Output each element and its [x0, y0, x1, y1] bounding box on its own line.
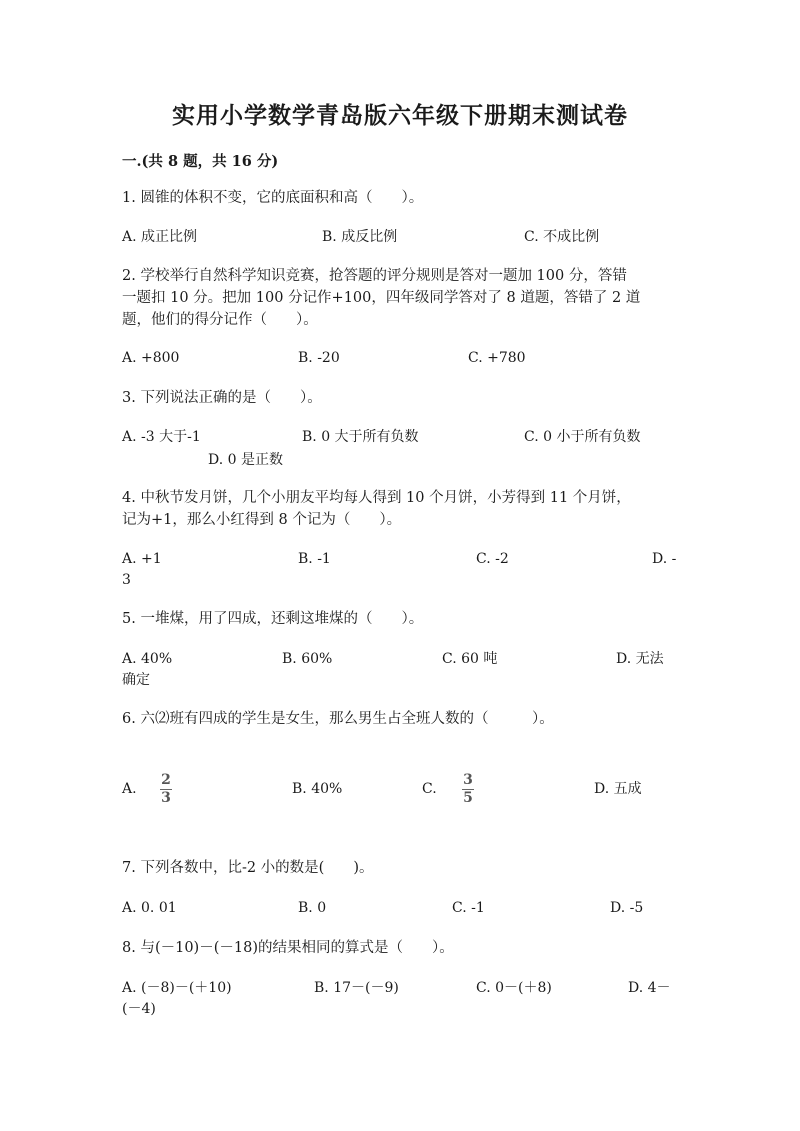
option-d: D. -5 [610, 900, 644, 916]
fraction-two-thirds [160, 773, 172, 806]
question-text: 1. 圆锥的体积不变，它的底面积和高（ ）。 [122, 190, 424, 206]
question-text: 题，他们的得分记作（ ）。 [122, 312, 318, 328]
numerator: 2 [161, 772, 171, 788]
option-b: B. 成反比例 [322, 229, 398, 245]
option-d-continued: 3 [122, 572, 131, 588]
option-b: B. 40% [292, 781, 343, 797]
question-7 [122, 857, 682, 879]
option-b: B. 0 大于所有负数 [302, 429, 419, 445]
option-c: C. -2 [476, 551, 509, 567]
question-text: 记为+1，那么小红得到 8 个记为（ ）。 [122, 512, 402, 528]
question-text: 7. 下列各数中，比-2 小的数是( )。 [122, 860, 374, 876]
question-1 [122, 187, 682, 209]
option-d: D. 4－ [628, 980, 671, 996]
numerator: 3 [463, 772, 473, 788]
option-c: C. [422, 781, 437, 797]
page-title: 实用小学数学青岛版六年级下册期末测试卷 [172, 102, 628, 129]
question-4 [122, 487, 682, 531]
question-text: 3. 下列说法正确的是（ ）。 [122, 390, 322, 406]
option-c: C. +780 [468, 350, 526, 366]
option-b: B. 0 [298, 900, 327, 916]
option-b: B. -20 [298, 350, 340, 366]
question-text: 一题扣 10 分。把加 100 分记作+100，四年级同学答对了 8 道题，答错了 2 道 [122, 290, 641, 306]
option-a: A. (－8)－(＋10) [122, 980, 232, 996]
option-d-continued: 确定 [122, 672, 150, 688]
option-d-continued: (－4) [122, 1001, 156, 1017]
question-text: 6. 六⑵班有四成的学生是女生，那么男生占全班人数的（ ）。 [122, 711, 554, 727]
option-a: A. +1 [122, 551, 162, 567]
option-a: A. 40% [122, 651, 173, 667]
option-a: A. +800 [122, 350, 180, 366]
question-5 [122, 608, 682, 630]
option-a: A. [122, 781, 137, 797]
option-d: D. 0 是正数 [208, 452, 283, 468]
question-text: 8. 与(－10)－(－18)的结果相同的算式是（ ）。 [122, 940, 454, 956]
fraction-three-fifths [462, 773, 474, 806]
denominator: 5 [463, 790, 473, 806]
question-8 [122, 937, 682, 959]
option-c: C. 0 小于所有负数 [524, 429, 641, 445]
question-text: 4. 中秋节发月饼，几个小朋友平均每人得到 10 个月饼，小芳得到 11 个月饼， [122, 490, 631, 506]
denominator: 3 [161, 790, 171, 806]
option-c: C. 60 吨 [442, 651, 498, 667]
option-c: C. 0－(＋8) [476, 980, 552, 996]
option-c: C. 不成比例 [524, 229, 600, 245]
option-b: B. -1 [298, 551, 331, 567]
question-text: 5. 一堆煤，用了四成，还剩这堆煤的（ ）。 [122, 611, 424, 627]
section-heading: 一.(共 8 题，共 16 分) [122, 153, 279, 170]
question-2 [122, 265, 682, 331]
option-b: B. 17－(－9) [314, 980, 399, 996]
option-d: D. 五成 [594, 781, 642, 797]
option-b: B. 60% [282, 651, 333, 667]
option-d: D. - [652, 551, 677, 567]
question-3 [122, 387, 682, 409]
option-a: A. -3 大于-1 [122, 429, 201, 445]
option-a: A. 成正比例 [122, 229, 198, 245]
option-d: D. 无法 [616, 651, 664, 667]
question-6 [122, 708, 682, 730]
option-c: C. -1 [452, 900, 485, 916]
option-a: A. 0. 01 [122, 900, 177, 916]
question-text: 2. 学校举行自然科学知识竞赛，抢答题的评分规则是答对一题加 100 分，答错 [122, 268, 627, 284]
